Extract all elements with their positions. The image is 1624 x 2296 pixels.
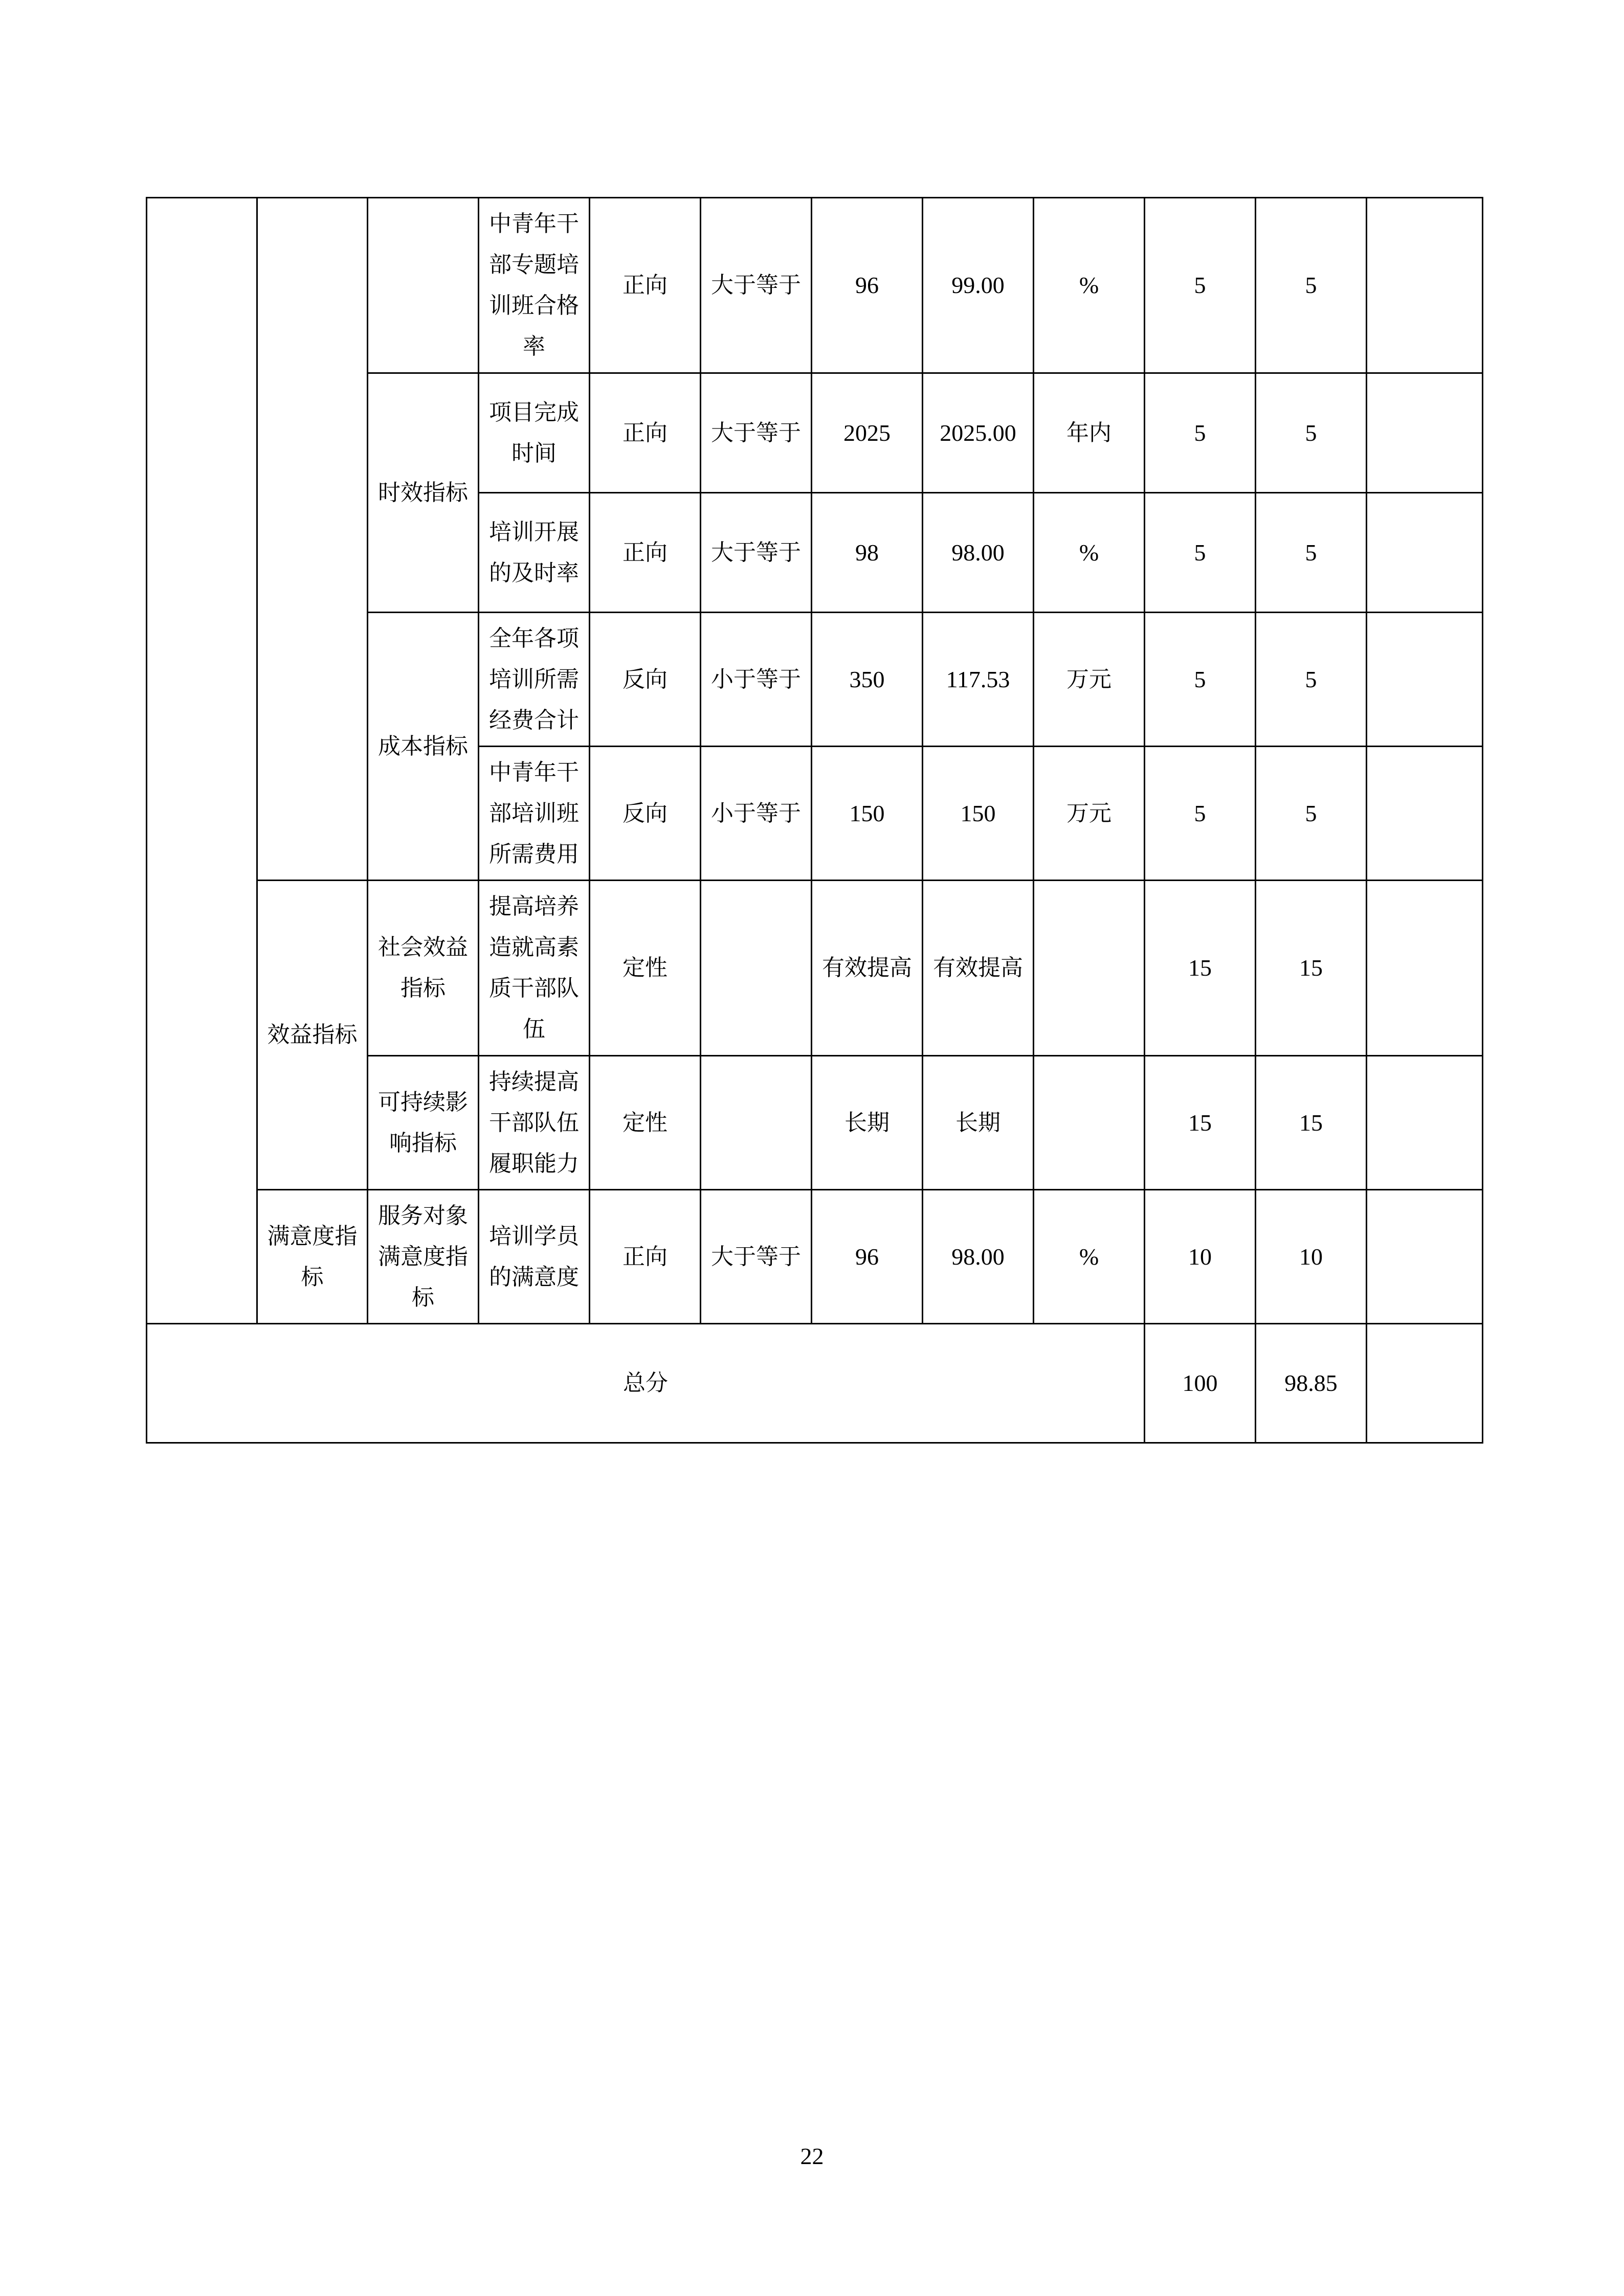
- direction-cell: 定性: [590, 881, 701, 1056]
- table-row: [147, 881, 1483, 1056]
- unit-cell: [1034, 1056, 1145, 1190]
- actual-value-cell: 有效提高: [923, 881, 1034, 1056]
- level2-indicator-cell: 满意度指标: [257, 1190, 368, 1324]
- level2-indicator-cell: 效益指标: [257, 881, 368, 1190]
- relation-cell: 大于等于: [701, 1190, 812, 1324]
- indicator-name-cell: 全年各项培训所需经费合计: [479, 613, 590, 747]
- target-value-cell: 96: [812, 198, 923, 373]
- direction-cell: 正向: [590, 1190, 701, 1324]
- actual-value-cell: 98.00: [923, 1190, 1034, 1324]
- indicator-name-cell: 中青年干部培训班所需费用: [479, 747, 590, 881]
- weight-cell: 5: [1145, 493, 1256, 613]
- weight-cell: 5: [1145, 373, 1256, 493]
- note-cell: [1367, 881, 1483, 1056]
- note-cell: [1367, 198, 1483, 373]
- note-cell: [1367, 1056, 1483, 1190]
- actual-value-cell: 98.00: [923, 493, 1034, 613]
- direction-cell: 反向: [590, 613, 701, 747]
- indicator-name-cell: 项目完成时间: [479, 373, 590, 493]
- actual-value-cell: 117.53: [923, 613, 1034, 747]
- indicator-name-cell: 培训开展的及时率: [479, 493, 590, 613]
- total-row: [147, 1324, 1483, 1443]
- target-value-cell: 96: [812, 1190, 923, 1324]
- direction-cell: 正向: [590, 373, 701, 493]
- total-score-cell: 98.85: [1256, 1324, 1367, 1443]
- level3-indicator-cell: 服务对象满意度指标: [368, 1190, 479, 1324]
- note-cell: [1367, 493, 1483, 613]
- score-cell: 5: [1256, 613, 1367, 747]
- direction-cell: 反向: [590, 747, 701, 881]
- weight-cell: 5: [1145, 613, 1256, 747]
- indicator-name-cell: 持续提高干部队伍履职能力: [479, 1056, 590, 1190]
- score-cell: 15: [1256, 1056, 1367, 1190]
- level3-indicator-cell: 社会效益指标: [368, 881, 479, 1056]
- relation-cell: 大于等于: [701, 493, 812, 613]
- actual-value-cell: 150: [923, 747, 1034, 881]
- note-cell: [1367, 1190, 1483, 1324]
- level1-indicator-cell: [147, 198, 257, 1324]
- score-cell: 5: [1256, 493, 1367, 613]
- unit-cell: %: [1034, 1190, 1145, 1324]
- weight-cell: 5: [1145, 747, 1256, 881]
- target-value-cell: 2025: [812, 373, 923, 493]
- total-label-cell: 总分: [147, 1324, 1145, 1443]
- relation-cell: 小于等于: [701, 747, 812, 881]
- unit-cell: %: [1034, 493, 1145, 613]
- unit-cell: 年内: [1034, 373, 1145, 493]
- level3-indicator-cell: 成本指标: [368, 613, 479, 881]
- relation-cell: 小于等于: [701, 613, 812, 747]
- relation-cell: 大于等于: [701, 373, 812, 493]
- target-value-cell: 有效提高: [812, 881, 923, 1056]
- target-value-cell: 98: [812, 493, 923, 613]
- direction-cell: 定性: [590, 1056, 701, 1190]
- page-number: 22: [800, 2143, 824, 2169]
- indicator-name-cell: 中青年干部专题培训班合格率: [479, 198, 590, 373]
- total-note-cell: [1367, 1324, 1483, 1443]
- relation-cell: [701, 1056, 812, 1190]
- unit-cell: 万元: [1034, 747, 1145, 881]
- level2-indicator-cell: [257, 198, 368, 881]
- level3-indicator-cell: [368, 198, 479, 373]
- weight-cell: 15: [1145, 881, 1256, 1056]
- relation-cell: [701, 881, 812, 1056]
- note-cell: [1367, 373, 1483, 493]
- unit-cell: %: [1034, 198, 1145, 373]
- score-cell: 15: [1256, 881, 1367, 1056]
- note-cell: [1367, 613, 1483, 747]
- target-value-cell: 350: [812, 613, 923, 747]
- indicator-name-cell: 提高培养造就高素质干部队伍: [479, 881, 590, 1056]
- target-value-cell: 长期: [812, 1056, 923, 1190]
- direction-cell: 正向: [590, 198, 701, 373]
- performance-indicator-table: [146, 197, 1483, 1444]
- target-value-cell: 150: [812, 747, 923, 881]
- actual-value-cell: 2025.00: [923, 373, 1034, 493]
- score-cell: 5: [1256, 373, 1367, 493]
- actual-value-cell: 长期: [923, 1056, 1034, 1190]
- weight-cell: 10: [1145, 1190, 1256, 1324]
- table-row: [147, 1190, 1483, 1324]
- actual-value-cell: 99.00: [923, 198, 1034, 373]
- score-cell: 10: [1256, 1190, 1367, 1324]
- score-cell: 5: [1256, 747, 1367, 881]
- table-row: [147, 198, 1483, 373]
- relation-cell: 大于等于: [701, 198, 812, 373]
- direction-cell: 正向: [590, 493, 701, 613]
- unit-cell: 万元: [1034, 613, 1145, 747]
- unit-cell: [1034, 881, 1145, 1056]
- total-weight-cell: 100: [1145, 1324, 1256, 1443]
- level3-indicator-cell: 时效指标: [368, 373, 479, 613]
- weight-cell: 15: [1145, 1056, 1256, 1190]
- note-cell: [1367, 747, 1483, 881]
- indicator-name-cell: 培训学员的满意度: [479, 1190, 590, 1324]
- weight-cell: 5: [1145, 198, 1256, 373]
- level3-indicator-cell: 可持续影响指标: [368, 1056, 479, 1190]
- score-cell: 5: [1256, 198, 1367, 373]
